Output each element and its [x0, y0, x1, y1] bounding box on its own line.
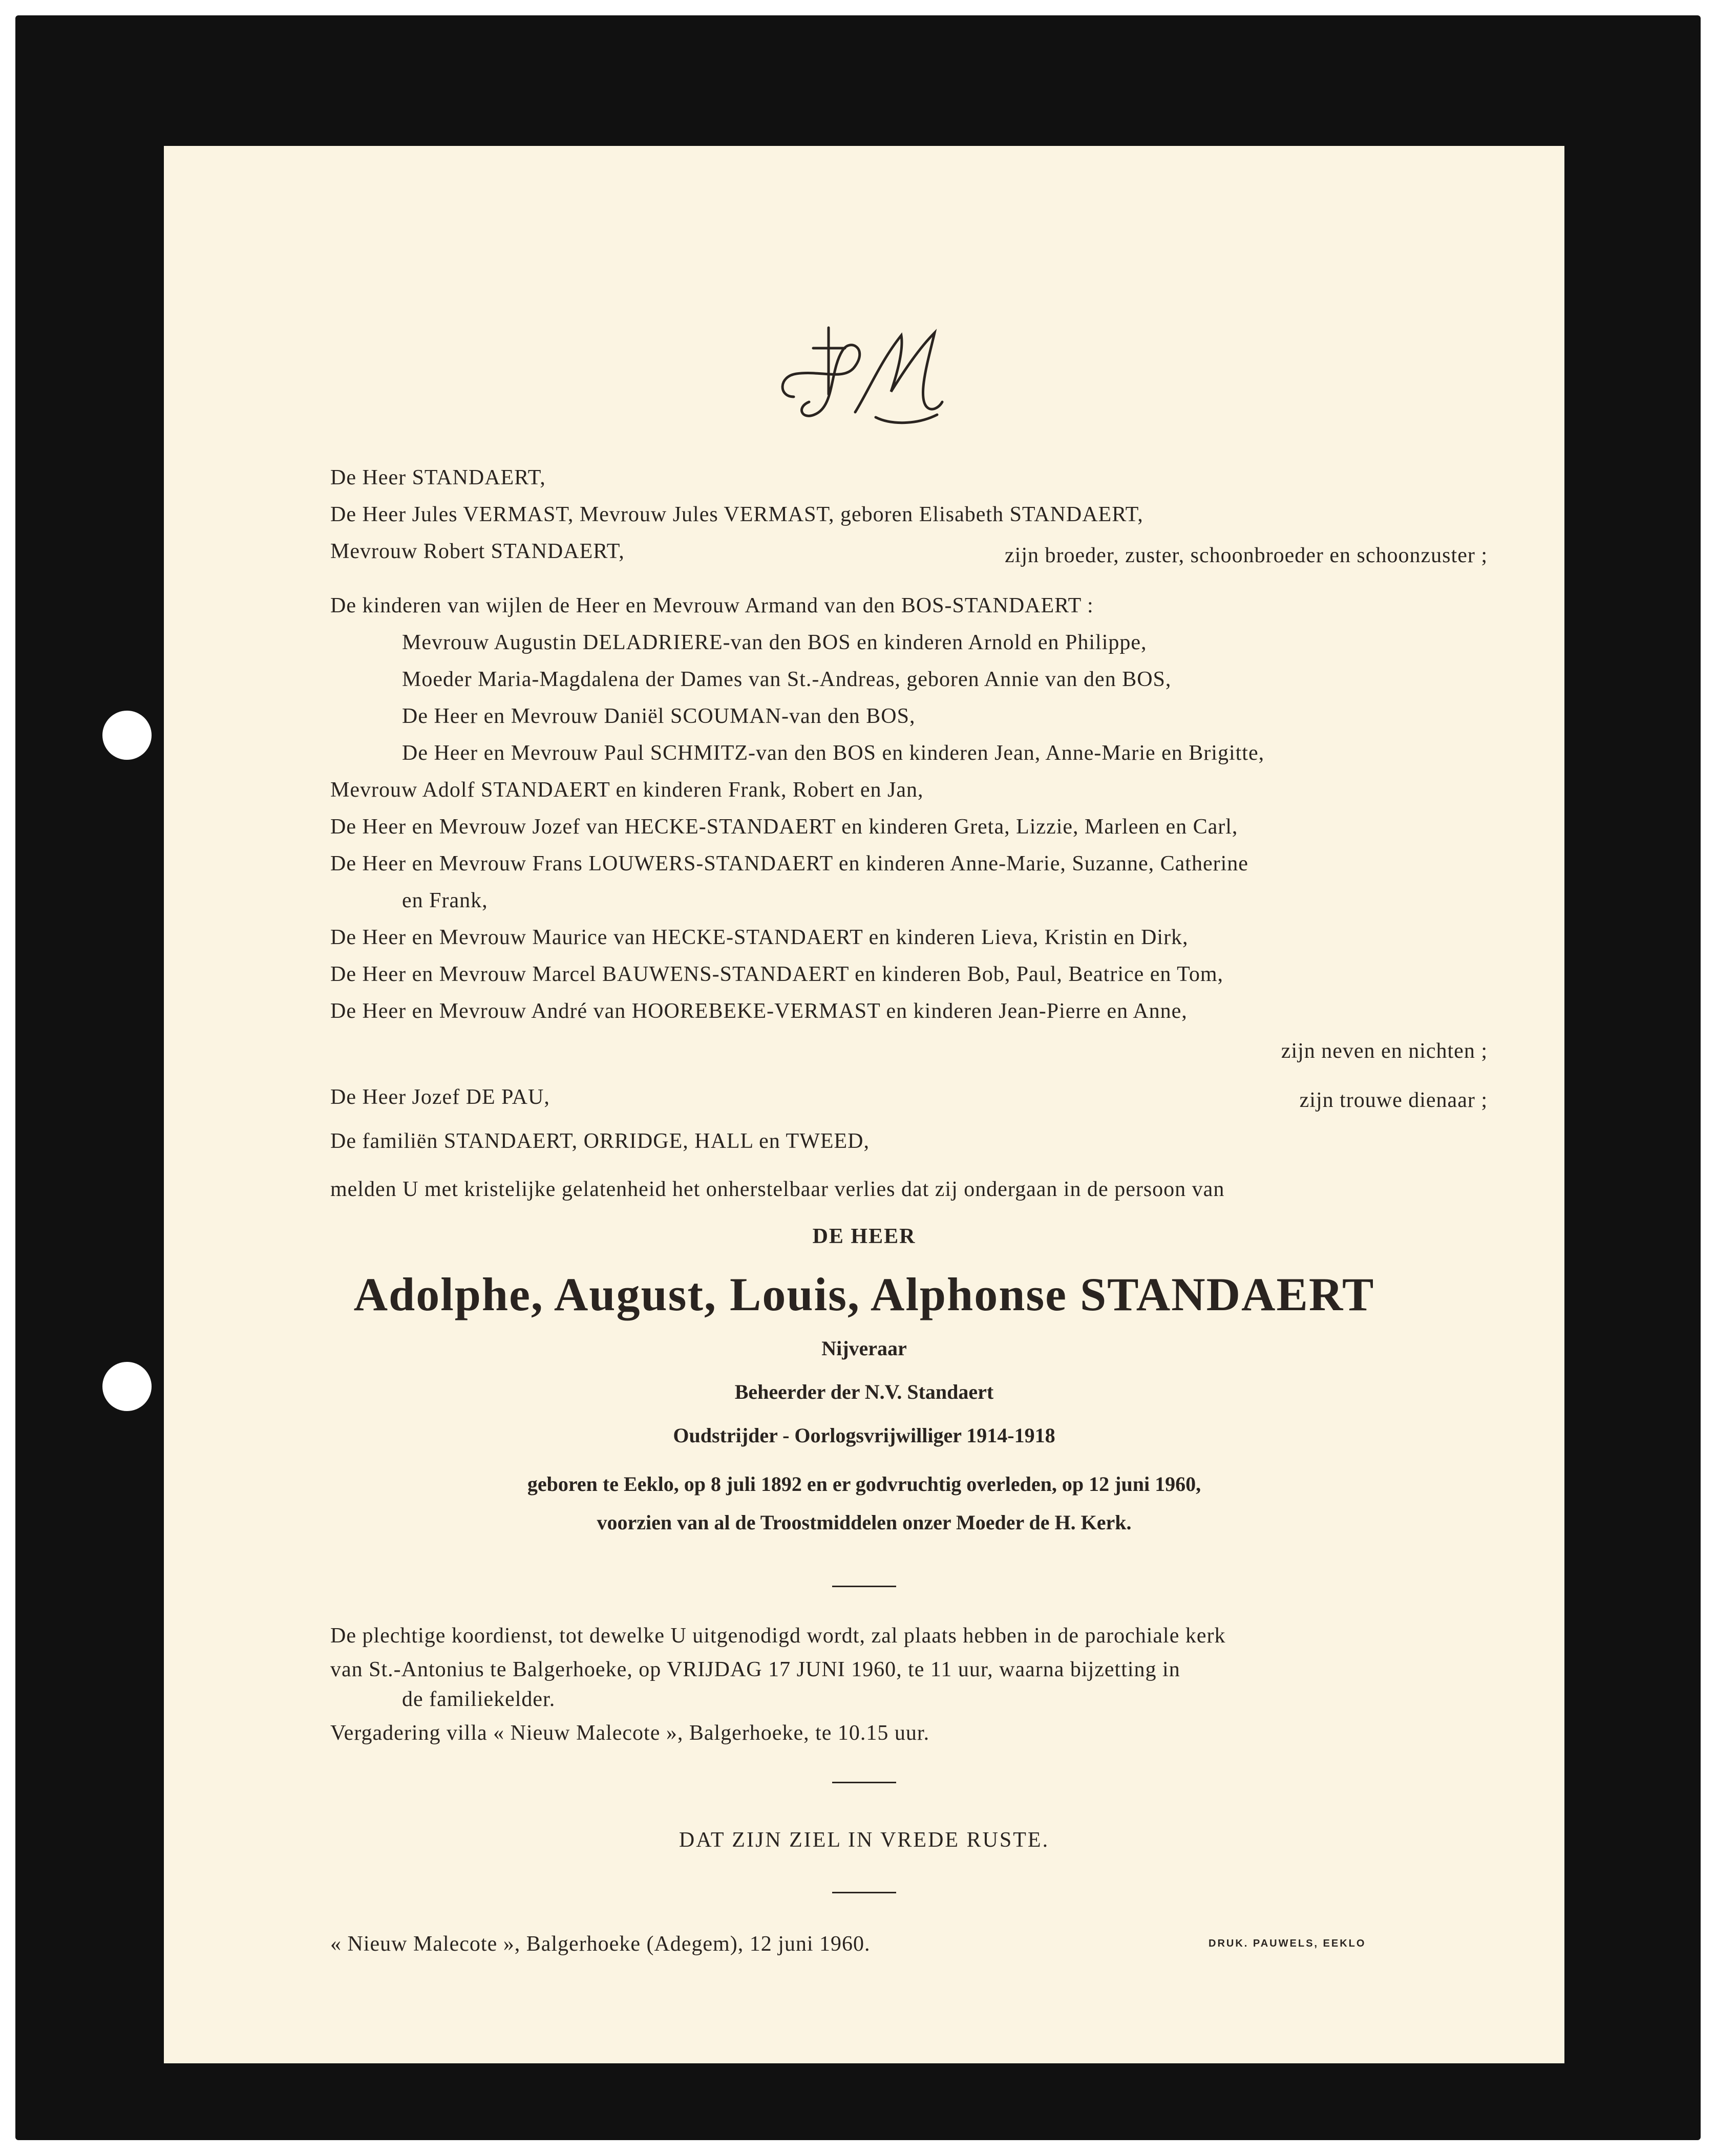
- deceased-title-2: Beheerder der N.V. Standaert: [734, 1380, 994, 1403]
- service-line-4: Vergadering villa « Nieuw Malecote », Balgerhoeke, te 10.15 uur.: [330, 1721, 930, 1745]
- announcement-line: melden U met kristelijke gelatenheid het onherstelbaar verlies dat zij ondergaan in de persoon van: [330, 1178, 1225, 1201]
- service-line-3: de familiekelder.: [402, 1688, 556, 1711]
- deceased-name: Adolphe, August, Louis, Alphonse STANDAERT: [353, 1268, 1375, 1320]
- family-line-3-cont: en Frank,: [402, 889, 488, 912]
- mourning-card-border: [15, 15, 1701, 2140]
- child-line-1: Mevrouw Augustin DELADRIERE-van den BOS en kinderen Arnold en Philippe,: [402, 631, 1147, 654]
- family-line-1: Mevrouw Adolf STANDAERT en kinderen Frank, Robert en Jan,: [330, 778, 924, 802]
- punch-hole-bottom: [102, 1362, 152, 1411]
- child-line-3: De Heer en Mevrouw Daniël SCOUMAN-van den BOS,: [402, 705, 916, 728]
- deceased-life-1: geboren te Eeklo, op 8 juli 1892 en er godvruchtig overleden, op 12 juni 1960,: [527, 1472, 1201, 1496]
- family-line-4: De Heer en Mevrouw Maurice van HECKE-STANDAERT en kinderen Lieva, Kristin en Dirk,: [330, 926, 1189, 949]
- child-line-2: Moeder Maria-Magdalena der Dames van St.-Andreas, geboren Annie van den BOS,: [402, 668, 1172, 691]
- cross-monogram-icon: [773, 320, 947, 438]
- family-line-6: De Heer en Mevrouw André van HOOREBEKE-VERMAST en kinderen Jean-Pierre en Anne,: [330, 999, 1188, 1023]
- deceased-honorific: DE HEER: [812, 1225, 916, 1248]
- family-line-2: De Heer en Mevrouw Jozef van HECKE-STANDAERT en kinderen Greta, Lizzie, Marleen en Carl,: [330, 815, 1238, 839]
- divider-1: [832, 1586, 896, 1587]
- punch-hole-top: [102, 711, 152, 760]
- header-line-3: Mevrouw Robert STANDAERT,: [330, 540, 625, 563]
- service-line-2: van St.-Antonius te Balgerhoeke, op VRIJDAG 17 JUNI 1960, te 11 uur, waarna bijzetting in: [330, 1658, 1180, 1681]
- relation-servant: zijn trouwe dienaar ;: [1299, 1088, 1488, 1112]
- footer-place-date: « Nieuw Malecote », Balgerhoeke (Adegem), 12 juni 1960.: [330, 1932, 871, 1956]
- death-notice-paper: [164, 146, 1564, 2063]
- relation-siblings: zijn broeder, zuster, schoonbroeder en schoonzuster ;: [1005, 544, 1488, 567]
- service-line-1: De plechtige koordienst, tot dewelke U uitgenodigd wordt, zal plaats hebben in de parochiale kerk: [330, 1624, 1226, 1648]
- deceased-title-1: Nijveraar: [821, 1337, 907, 1360]
- children-intro: De kinderen van wijlen de Heer en Mevrouw Armand van den BOS-STANDAERT :: [330, 594, 1094, 617]
- deceased-title-3: Oudstrijder - Oorlogsvrijwilliger 1914-1918: [673, 1424, 1055, 1447]
- relation-cousins: zijn neven en nichten ;: [1281, 1039, 1488, 1063]
- families-line: De familiën STANDAERT, ORRIDGE, HALL en TWEED,: [330, 1129, 870, 1153]
- child-line-4: De Heer en Mevrouw Paul SCHMITZ-van den BOS en kinderen Jean, Anne-Marie en Brigitte,: [402, 741, 1265, 765]
- header-line-2: De Heer Jules VERMAST, Mevrouw Jules VERMAST, geboren Elisabeth STANDAERT,: [330, 503, 1143, 526]
- printer-mark: DRUK. PAUWELS, EEKLO: [1209, 1938, 1366, 1949]
- family-line-3: De Heer en Mevrouw Frans LOUWERS-STANDAERT en kinderen Anne-Marie, Suzanne, Catherine: [330, 852, 1248, 876]
- servant-name: De Heer Jozef DE PAU,: [330, 1085, 550, 1109]
- divider-3: [832, 1892, 896, 1893]
- header-line-1: De Heer STANDAERT,: [330, 466, 546, 489]
- divider-2: [832, 1782, 896, 1783]
- family-line-5: De Heer en Mevrouw Marcel BAUWENS-STANDAERT en kinderen Bob, Paul, Beatrice en Tom,: [330, 963, 1224, 986]
- deceased-life-2: voorzien van al de Troostmiddelen onzer Moeder de H. Kerk.: [597, 1511, 1132, 1534]
- closing-line: DAT ZIJN ZIEL IN VREDE RUSTE.: [679, 1828, 1050, 1852]
